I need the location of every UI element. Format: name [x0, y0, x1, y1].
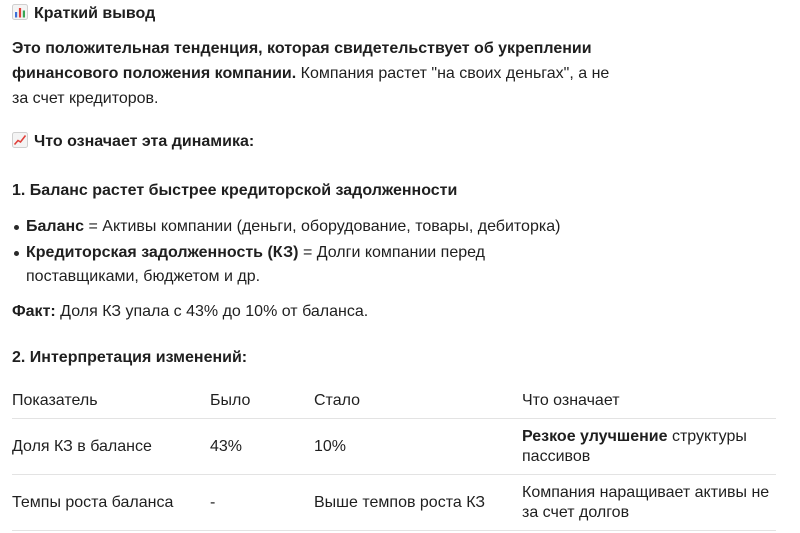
fact-line [12, 299, 612, 324]
bar-chart-icon [12, 4, 28, 25]
table-header-cell: Что означает [522, 392, 620, 409]
summary-rest-text: Компания растет "на своих деньгах", а не за счет кредиторов. [12, 65, 610, 107]
bullet-term: Баланс [26, 218, 85, 235]
table-cell-before: - [210, 493, 216, 511]
dynamics-heading-text: Что означает эта динамика: [34, 133, 255, 150]
table-cell-indicator: Темпы роста баланса [12, 493, 174, 511]
bullet-text: = Активы компании (деньги, оборудование, товары, дебиторка) [84, 218, 561, 235]
table-row [12, 419, 776, 475]
point1-title: 1. Баланс растет быстрее кредиторской задолженности [12, 182, 458, 199]
meaning-text: Компания наращивает активы не за счет долгов [522, 483, 770, 521]
table-cell-after: 10% [314, 437, 347, 455]
bullet-balance [12, 215, 652, 239]
table-cell-before: 43% [210, 437, 243, 455]
summary-heading [12, 4, 155, 25]
table-cell-indicator: Доля КЗ в балансе [12, 437, 152, 455]
trend-up-chart-icon [12, 132, 28, 153]
bullet-text: = Долги компании перед поставщиками, бюджетом и др. [26, 244, 485, 285]
table-header-row [12, 384, 776, 419]
fact-text: Доля КЗ упала с 43% до 10% от баланса. [55, 303, 369, 320]
table-cell-meaning [522, 475, 776, 531]
dynamics-heading [12, 132, 254, 153]
point2-title: 2. Интерпретация изменений: [12, 349, 248, 366]
table-header-cell: Было [210, 392, 251, 409]
summary-heading-text: Краткий вывод [34, 5, 156, 22]
summary-bold-text: Это положительная тенденция, которая свидетельствует об укреплении финансового положения компании. [12, 40, 592, 82]
table-cell-meaning [522, 419, 776, 475]
bullet-dot [14, 225, 19, 230]
table-header-cell: Показатель [12, 392, 98, 409]
meaning-text: структуры пассивов [522, 427, 747, 465]
bullet-dot [14, 251, 19, 256]
summary-paragraph [12, 36, 612, 111]
table-header-cell: Стало [314, 392, 361, 409]
bullet-payables [12, 241, 552, 289]
fact-label: Факт: [12, 303, 56, 320]
table-cell-after: Выше темпов роста КЗ [314, 493, 485, 511]
interpretation-table [12, 384, 776, 531]
meaning-bold: Резкое улучшение [522, 427, 668, 445]
table-row [12, 475, 776, 531]
bullet-term: Кредиторская задолженность (КЗ) [26, 244, 299, 261]
